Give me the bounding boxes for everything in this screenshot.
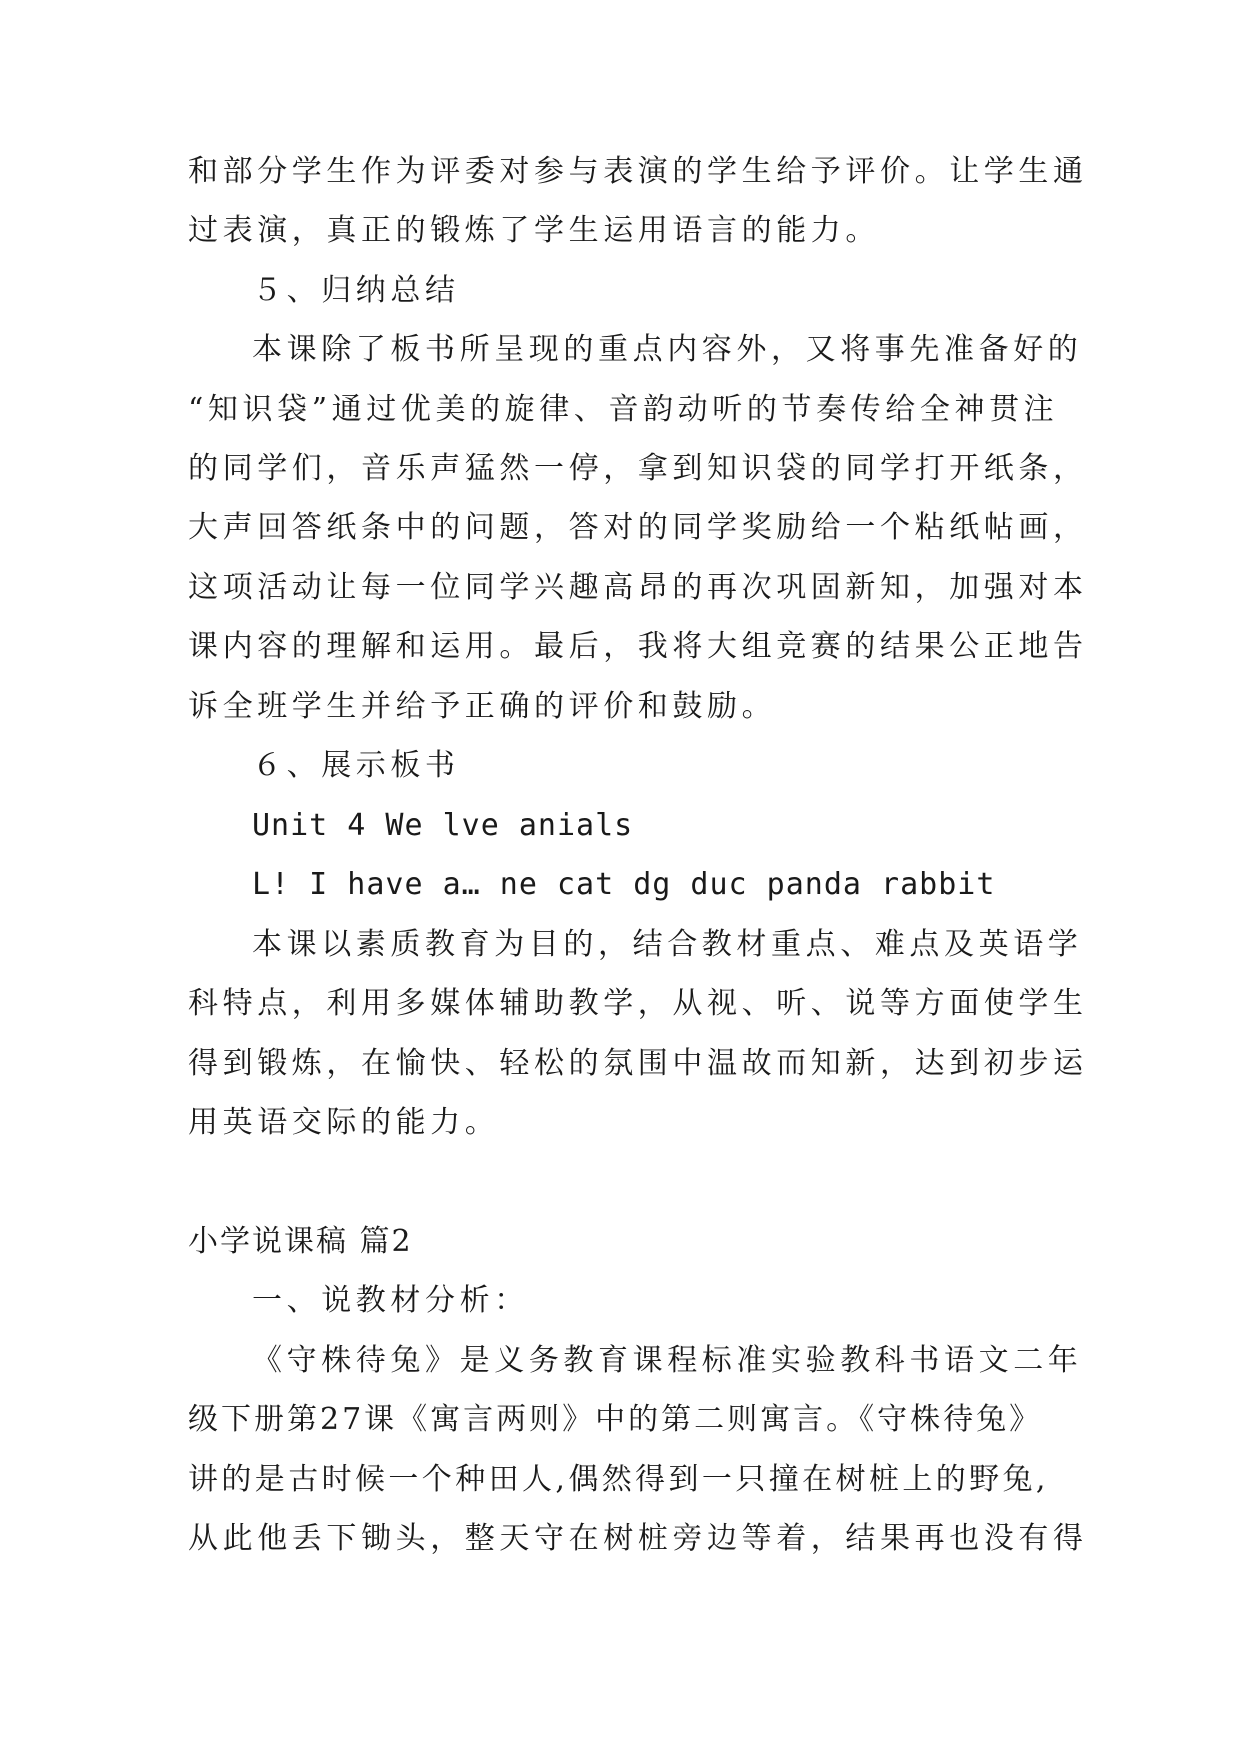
body-text-line: 大声回答纸条中的问题，答对的同学奖励给一个粘纸帖画， [188,510,1088,545]
blackboard-unit-title: Unit 4 We lve anials [252,808,634,843]
body-text-line: 得到锻炼，在愉快、轻松的氛围中温故而知新，达到初步运 [188,1046,1088,1081]
blackboard-vocabulary: L! I have a… ne cat dg duc panda rabbit [252,867,996,902]
body-text-line: 讲的是古时候一个种田人,偶然得到一只撞在树桩上的野兔, [188,1462,1049,1497]
body-text-line: 课内容的理解和运用。最后，我将大组竞赛的结果公正地告 [188,629,1088,664]
section-heading: ６、展示板书 [252,748,460,783]
body-text-line: 过表演，真正的锻炼了学生运用语言的能力。 [188,213,880,248]
body-text-line: 用英语交际的能力。 [188,1105,500,1140]
body-text-line: 这项活动让每一位同学兴趣高昂的再次巩固新知，加强对本 [188,570,1088,605]
section-heading: 一、说教材分析： [252,1283,529,1318]
body-text-line: 和部分学生作为评委对参与表演的学生给予评价。让学生通 [188,154,1088,189]
body-text-line: 的同学们，音乐声猛然一停，拿到知识袋的同学打开纸条， [188,451,1088,486]
body-text-line: 诉全班学生并给予正确的评价和鼓励。 [188,689,777,724]
body-text-line: 级下册第27课《寓言两则》中的第二则寓言。《守株待兔》 [188,1402,1043,1437]
body-text-line: 本课以素质教育为目的，结合教材重点、难点及英语学 [252,927,1083,962]
body-text-line: 从此他丢下锄头，整天守在树桩旁边等着，结果再也没有得 [188,1521,1088,1556]
section-heading: ５、归纳总结 [252,273,460,308]
body-text-line: 科特点，利用多媒体辅助教学，从视、听、说等方面使学生 [188,986,1088,1021]
body-text-line: 《守株待兔》是义务教育课程标准实验教科书语文二年 [252,1343,1083,1378]
article-title: 小学说课稿 篇2 [188,1224,413,1259]
body-text-line: “知识袋”通过优美的旋律、音韵动听的节奏传给全神贯注 [188,392,1059,427]
body-text-line: 本课除了板书所呈现的重点内容外，又将事先准备好的 [252,332,1083,367]
